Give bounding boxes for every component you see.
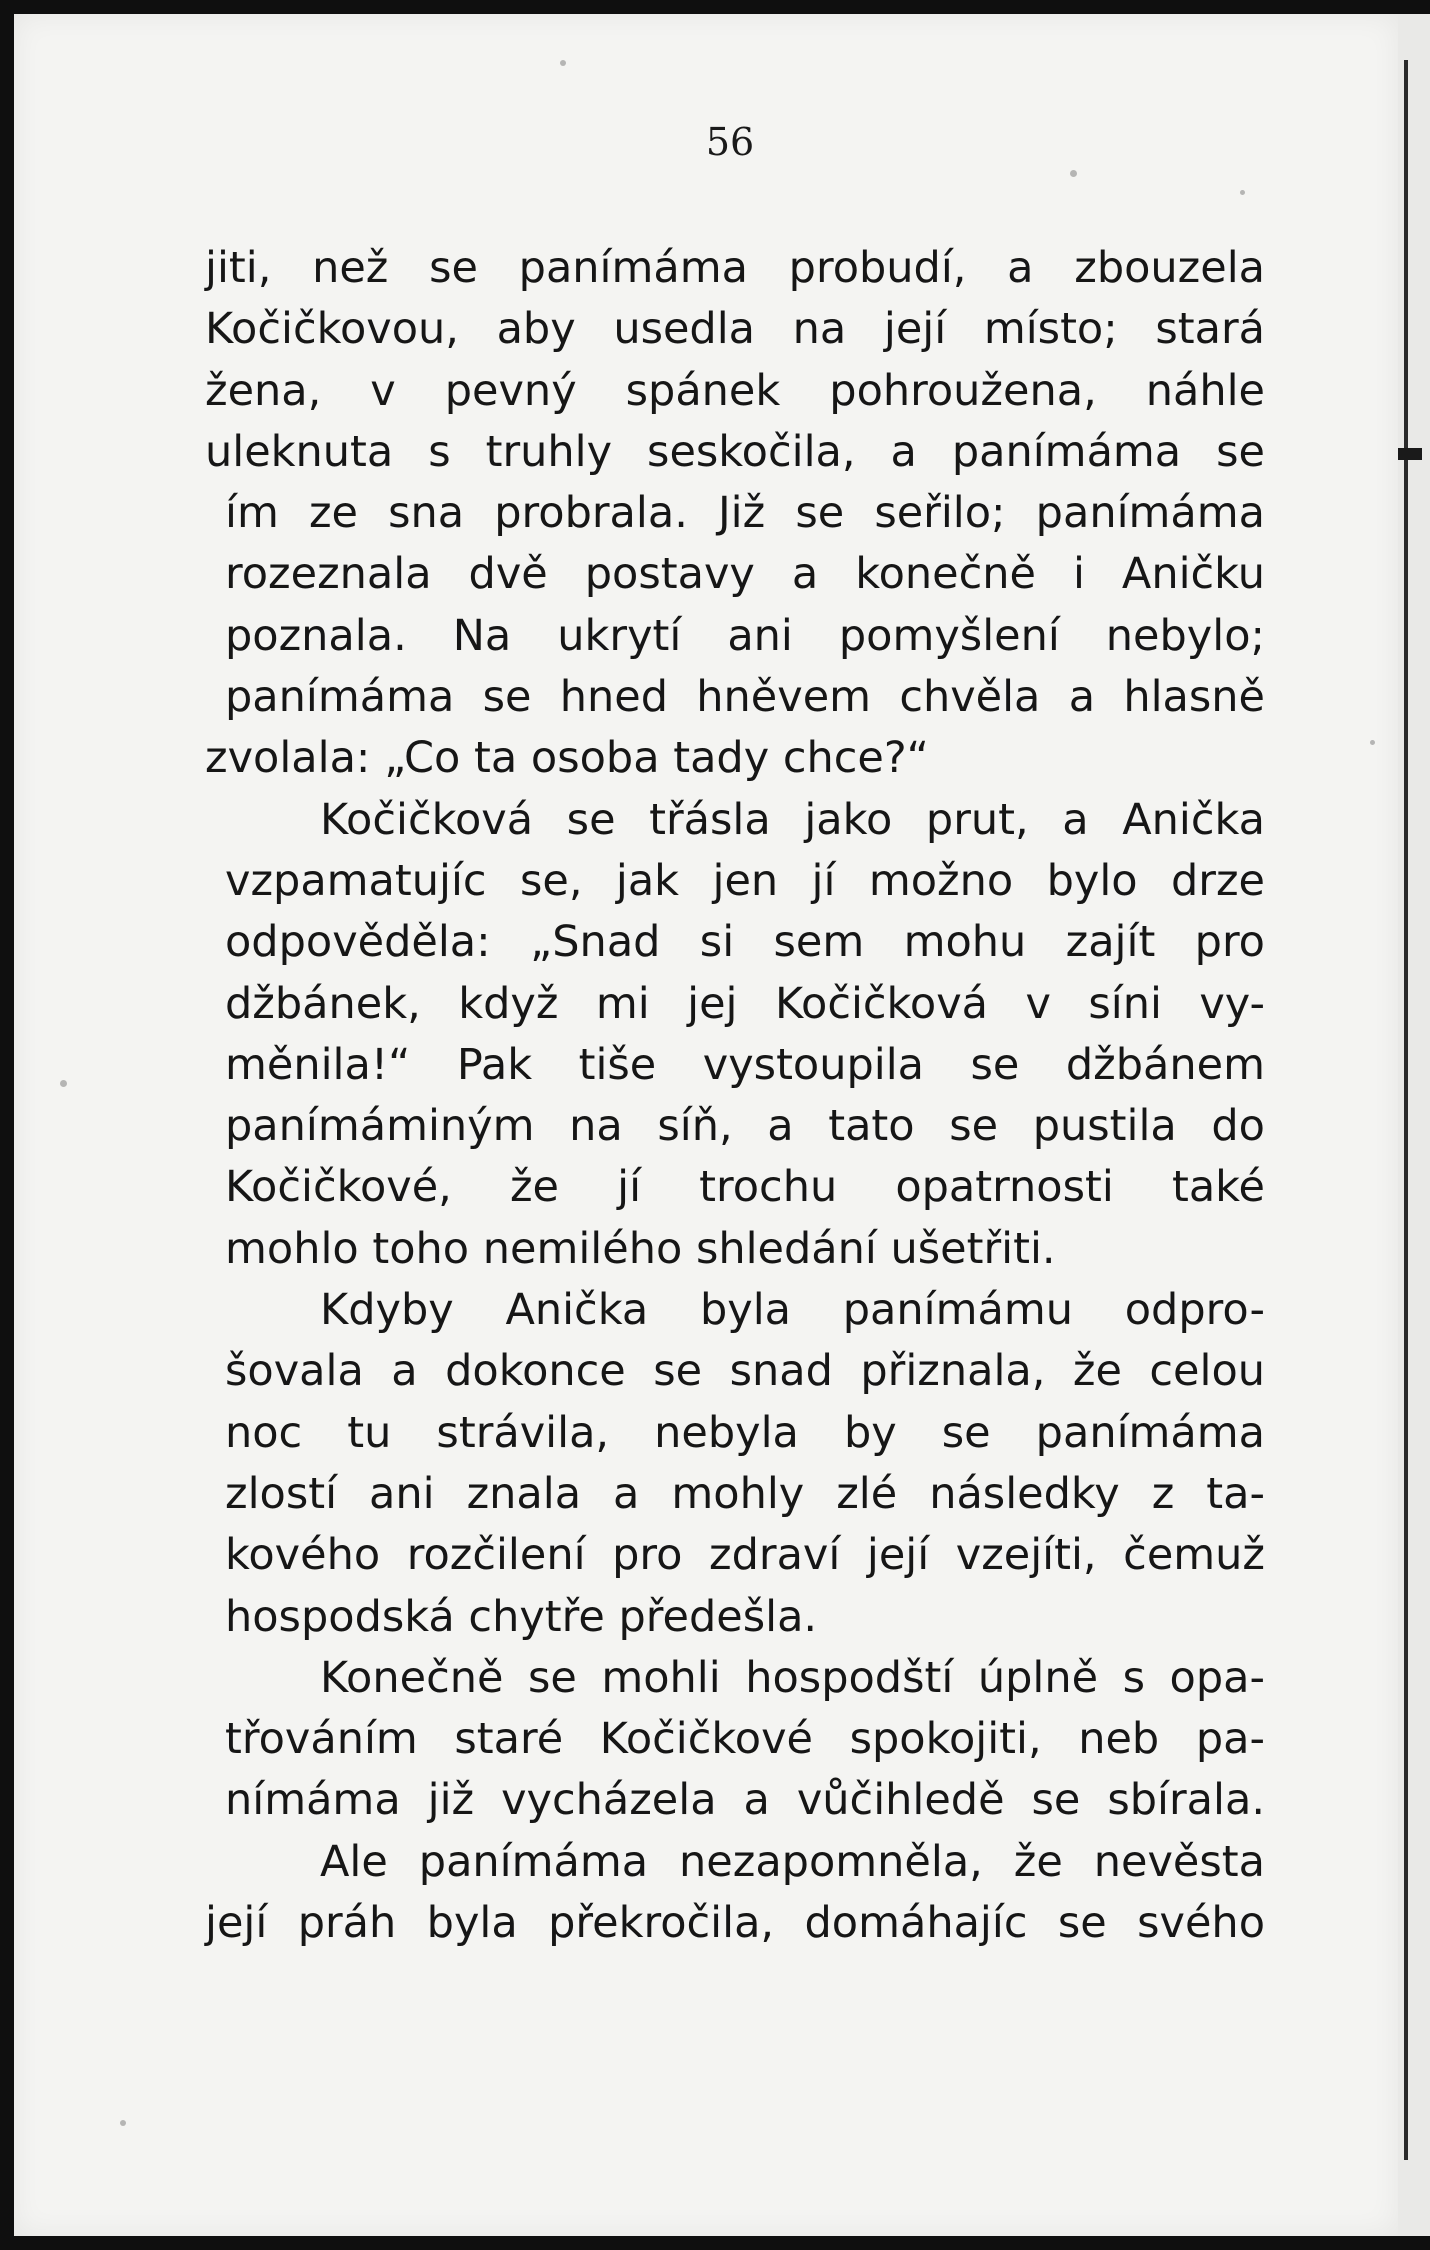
text-line: nímáma již vycházela a vůčihledě se sbírala. bbox=[225, 1775, 1265, 1826]
text-line: hospodská chytře předešla. bbox=[225, 1591, 818, 1642]
text-line: Kočičková se třásla jako prut, a Anička bbox=[320, 794, 1265, 845]
text-line: šovala a dokonce se snad přiznala, že celou bbox=[225, 1346, 1265, 1397]
text-line: Kočičkové, že jí trochu opatrnosti také bbox=[225, 1162, 1265, 1213]
paper-speck bbox=[1370, 740, 1375, 745]
text-line: Ale panímáma nezapomněla, že nevěsta bbox=[320, 1836, 1265, 1887]
text-line: poznala. Na ukrytí ani pomyšlení nebylo; bbox=[225, 610, 1265, 661]
text-line: vzpamatujíc se, jak jen jí možno bylo drze bbox=[225, 855, 1265, 906]
text-line: rozeznala dvě postavy a konečně i Aničku bbox=[225, 549, 1265, 600]
text-line: Kočičkovou, aby usedla na její místo; stará bbox=[205, 304, 1265, 355]
text-line: třováním staré Kočičkové spokojiti, neb pa- bbox=[225, 1714, 1265, 1765]
paper-speck bbox=[560, 60, 566, 66]
text-line: měnila!“ Pak tiše vystoupila se džbánem bbox=[225, 1039, 1265, 1090]
text-line: mohlo toho nemilého shledání ušetřiti. bbox=[225, 1223, 1056, 1274]
text-line: zvolala: „Co ta osoba tady chce?“ bbox=[205, 733, 929, 784]
text-line: uleknuta s truhly seskočila, a panímáma se bbox=[205, 426, 1265, 477]
text-line: panímáma se hned hněvem chvěla a hlasně bbox=[225, 672, 1265, 723]
text-line: žena, v pevný spánek pohroužena, náhle bbox=[205, 365, 1265, 416]
binding-line bbox=[1404, 60, 1408, 2160]
text-line: džbánek, když mi jej Kočičková v síni vy- bbox=[225, 978, 1265, 1029]
paper-speck bbox=[1070, 170, 1077, 177]
paper-speck bbox=[1240, 190, 1245, 195]
text-line: Kdyby Anička byla panímámu odpro- bbox=[320, 1285, 1265, 1336]
text-line: Konečně se mohli hospodští úplně s opa- bbox=[320, 1652, 1265, 1703]
text-line: zlostí ani znala a mohly zlé následky z ta- bbox=[225, 1468, 1265, 1519]
text-line: její práh byla překročila, domáhajíc se svého bbox=[205, 1898, 1265, 1949]
binding-mark bbox=[1398, 448, 1422, 460]
body-text bbox=[205, 238, 1265, 1954]
text-line: noc tu strávila, nebyla by se panímáma bbox=[225, 1407, 1265, 1458]
paper-speck bbox=[60, 1080, 67, 1087]
text-line: panímáminým na síň, a tato se pustila do bbox=[225, 1101, 1265, 1152]
page-number: 56 bbox=[705, 120, 755, 164]
page-edge bbox=[1398, 14, 1430, 2236]
paper-speck bbox=[120, 2120, 126, 2126]
text-line: kového rozčilení pro zdraví její vzejíti, čemuž bbox=[225, 1530, 1265, 1581]
text-line: jiti, než se panímáma probudí, a zbouzela bbox=[205, 243, 1265, 293]
text-line: ím ze sna probrala. Již se seřilo; panímáma bbox=[225, 488, 1265, 539]
text-line: odpověděla: „Snad si sem mohu zajít pro bbox=[225, 917, 1265, 968]
